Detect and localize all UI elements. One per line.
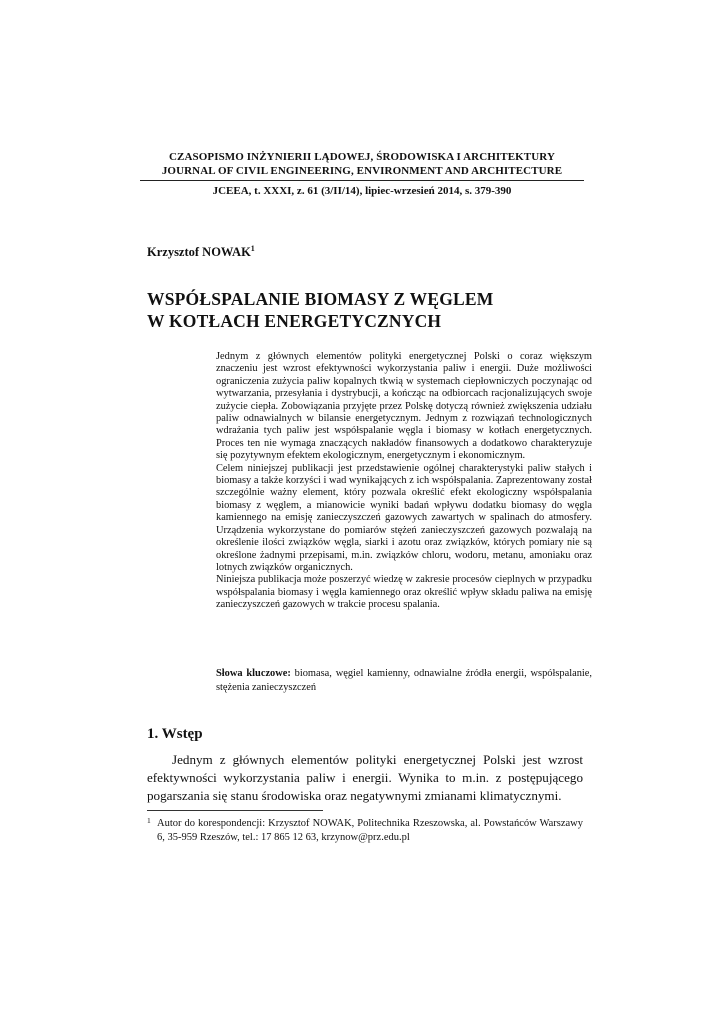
title-line-1: WSPÓŁSPALANIE BIOMASY Z WĘGLEM bbox=[147, 289, 494, 309]
footnote-mark: 1 bbox=[147, 816, 151, 825]
author-footnote-mark: 1 bbox=[250, 244, 255, 253]
abstract-paragraph: Celem niniejszej publikacji jest przedstawienie ogólnej charakterystyki paliw stałych i biomasy a także korzyści i wad wynikających z ich współspalania. Zaprezentowany został szczególnie ważny element, który pozwala określić efekt ekologiczny współspalania biomasy z węglem, a mianowicie wyniki badań wpływu dodatku biomasy do węgla kamiennego na emisję zanieczyszczeń gazowych zawartych w spalinach do atmosfery. Urządzenia wykorzystane do pomiarów stężeń zanieczyszczeń gazowych pozwalają na określenie ilości związków węgla, siarki i azotu oraz związków, których pomiary nie są określone żadnymi przepisami, m.in. związków chloru, wodoru, metanu, amoniaku oraz lotnych związków organicznych. bbox=[216, 462, 592, 573]
abstract bbox=[216, 351, 592, 612]
footnote-text: Autor do korespondencji: Krzysztof NOWAK, Politechnika Rzeszowska, al. Powstańców Warszawy 6, 35-959 Rzeszów, tel.: 17 865 12 63, krzynow@prz.edu.pl bbox=[157, 818, 583, 843]
footnote bbox=[147, 817, 583, 845]
journal-header bbox=[140, 150, 584, 198]
article-title bbox=[147, 288, 607, 332]
keywords bbox=[216, 667, 592, 694]
author-name: Krzysztof NOWAK bbox=[147, 245, 251, 259]
footnote-divider bbox=[147, 810, 323, 811]
section-paragraph: Jednym z głównych elementów polityki energetycznej Polski jest wzrost efektywności wykorzystania paliw i energii. Wynika to m.in. z postępującego pogarszania się stanu środowiska oraz negatywnymi zmianami klimatycznymi. bbox=[147, 752, 583, 803]
author-line bbox=[147, 244, 255, 260]
journal-name-english: JOURNAL OF CIVIL ENGINEERING, ENVIRONMENT AND ARCHITECTURE bbox=[161, 165, 563, 177]
abstract-paragraph: Niniejsza publikacja może poszerzyć wiedzę w zakresie procesów cieplnych w przypadku współspalania biomasy i węgla kamiennego oraz określić wpływ składu paliwa na emisję zanieczyszczeń gazowych w trakcie procesu spalania. bbox=[216, 574, 592, 611]
abstract-paragraph: Jednym z głównych elementów polityki energetycznej Polski o coraz większym znaczeniu jest wzrost efektywności wykorzystania paliw i energii. Duże możliwości ograniczenia zużycia paliw kopalnych tkwią w systemach ciepłowniczych poczynając od wytwarzania, przesyłania i dystrybucji, a kończąc na odbiorcach racjonalizujących swoje zużycie ciepła. Zobowiązania przyjęte przez Polskę dotyczą również zwiększenia udziału paliw odnawialnych w bilansie energetycznym. Jednym z rozwiązań technologicznych wdrażania tych paliw jest współspalanie węgla i biomasy w kotłach energetycznych. Proces ten nie wymaga znaczących nakładów finansowych a dodatkowo charakteryzuje się pozytywnym efektem ekologicznym, energetycznym i ekonomicznym. bbox=[216, 351, 592, 462]
journal-name-polish: CZASOPISMO INŻYNIERII LĄDOWEJ, ŚRODOWISKA I ARCHITEKTURY bbox=[168, 151, 555, 163]
keywords-label: Słowa kluczowe: bbox=[216, 668, 291, 679]
section-heading: 1. Wstęp bbox=[147, 726, 203, 742]
keywords-text: biomasa, węgiel kamienny, odnawialne źródła energii, współspalanie, stężenia zanieczyszczeń bbox=[216, 668, 592, 693]
journal-citation: JCEEA, t. XXXI, z. 61 (3/II/14), lipiec-wrzesień 2014, s. 379-390 bbox=[212, 185, 512, 197]
title-line-2: W KOTŁACH ENERGETYCZNYCH bbox=[147, 311, 442, 331]
header-divider bbox=[140, 180, 584, 181]
